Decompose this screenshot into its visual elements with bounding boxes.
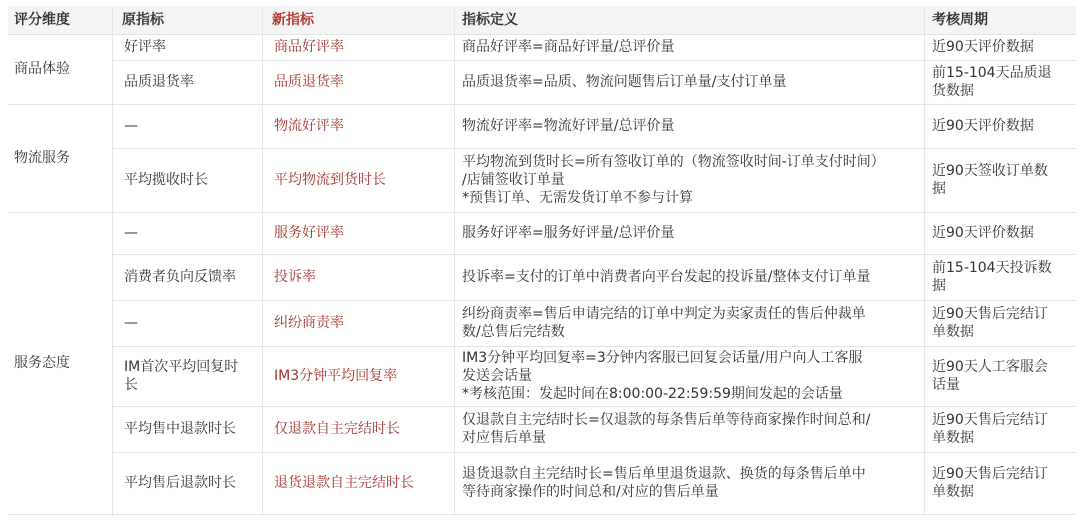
review-period: 近90天评价数据	[932, 225, 1034, 241]
original-metric: 平均售中退款时长	[124, 421, 236, 437]
row-divider	[8, 514, 1076, 515]
metric-definition: 退货退款自主完结时长=售后单里退货退款、换货的每条售后单中 等待商家操作的时间总和/对应的售后单量	[462, 466, 866, 500]
col-divider	[112, 6, 113, 516]
new-metric: 商品好评率	[274, 39, 344, 55]
group-label: 商品体验	[14, 61, 70, 77]
header-definition: 指标定义	[462, 12, 518, 28]
review-period: 近90天评价数据	[932, 39, 1034, 55]
review-period: 近90天售后完结订 单数据	[932, 306, 1048, 340]
new-metric: 仅退款自主完结时长	[274, 421, 400, 437]
metric-definition: 平均物流到货时长=所有签收订单的（物流签收时间-订单支付时间） /店铺签收订单量 *预售订单、无需发货订单不参与计算	[462, 154, 885, 206]
review-period: 前15-104天品质退 货数据	[932, 65, 1052, 99]
group-label: 物流服务	[14, 150, 70, 166]
header-new: 新指标	[272, 12, 314, 28]
metric-definition: 服务好评率=服务好评量/总评价量	[462, 225, 675, 241]
metric-definition: 商品好评率=商品好评量/总评价量	[462, 39, 675, 55]
col-divider	[924, 6, 925, 516]
col-divider	[454, 6, 455, 516]
original-metric: 平均揽收时长	[124, 172, 208, 188]
new-metric: 物流好评率	[274, 118, 344, 134]
new-metric: 品质退货率	[274, 74, 344, 90]
header-original: 原指标	[122, 12, 164, 28]
original-metric: —	[124, 225, 138, 241]
metric-definition: 纠纷商责率=售后申请完结的订单中判定为卖家责任的售后仲裁单 数/总售后完结数	[462, 306, 866, 340]
original-metric: 好评率	[124, 39, 166, 55]
header-dimension: 评分维度	[14, 12, 70, 28]
header-period: 考核周期	[932, 12, 988, 28]
metric-definition: 投诉率=支付的订单中消费者向平台发起的投诉量/整体支付订单量	[462, 269, 871, 285]
review-period: 近90天签收订单数 据	[932, 163, 1048, 197]
original-metric: —	[124, 118, 138, 134]
metric-definition: IM3分钟平均回复率=3分钟内客服已回复会话量/用户向人工客服 发送会话量 *考核范围：发起时间在8:00:00-22:59:59期间发起的会话量	[462, 350, 863, 402]
review-period: 前15-104天投诉数 据	[932, 260, 1052, 294]
review-period: 近90天评价数据	[932, 118, 1034, 134]
new-metric: IM3分钟平均回复率	[274, 368, 398, 384]
col-divider	[262, 6, 263, 516]
group-label: 服务态度	[14, 355, 70, 371]
original-metric: IM首次平均回复时 长	[124, 359, 239, 393]
new-metric: 退货退款自主完结时长	[274, 475, 414, 491]
original-metric: —	[124, 315, 138, 331]
header-bar	[8, 6, 1076, 34]
new-metric: 服务好评率	[274, 225, 344, 241]
review-period: 近90天售后完结订 单数据	[932, 466, 1048, 500]
metric-definition: 仅退款自主完结时长=仅退款的每条售后单等待商家操作时间总和/ 对应售后单量	[462, 412, 871, 446]
metric-definition: 品质退货率=品质、物流问题售后订单量/支付订单量	[462, 74, 787, 90]
metric-definition: 物流好评率=物流好评量/总评价量	[462, 118, 675, 134]
new-metric: 平均物流到货时长	[274, 172, 386, 188]
review-period: 近90天售后完结订 单数据	[932, 412, 1048, 446]
review-period: 近90天人工客服会 话量	[932, 359, 1048, 393]
new-metric: 投诉率	[274, 269, 316, 285]
original-metric: 平均售后退款时长	[124, 475, 236, 491]
original-metric: 消费者负向反馈率	[124, 269, 236, 285]
new-metric: 纠纷商责率	[274, 315, 344, 331]
original-metric: 品质退货率	[124, 74, 194, 90]
